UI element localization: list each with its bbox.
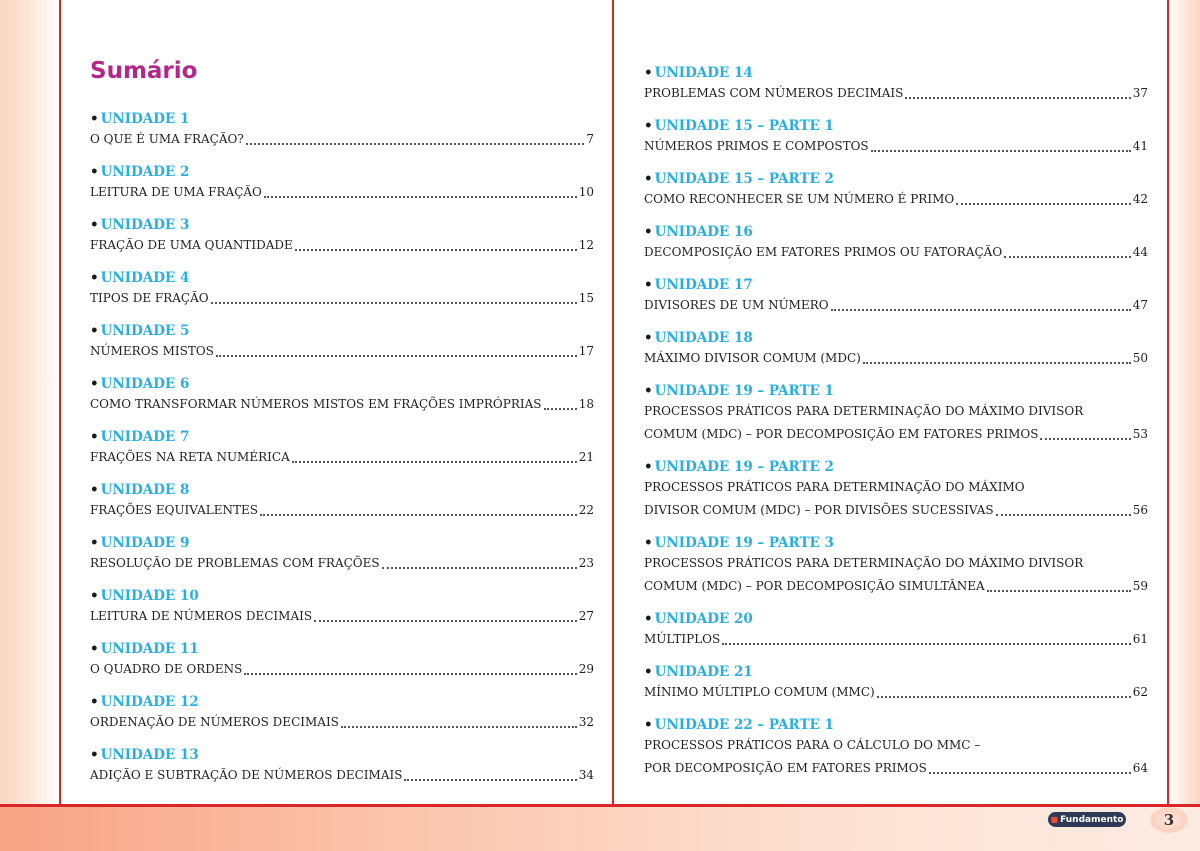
toc-page-number: 29 [578, 662, 594, 676]
toc-entry-title: MÚLTIPLOS [644, 632, 721, 646]
toc-entry-line [90, 499, 594, 522]
toc-entry-title: LEITURA DE UMA FRAÇÃO [90, 185, 262, 199]
toc-page-number: 44 [1132, 245, 1148, 259]
toc-entry [644, 276, 1148, 317]
toc-entry-line [644, 135, 1148, 158]
toc-page-number: 56 [1132, 503, 1148, 517]
bullet-icon: • [644, 118, 653, 134]
dot-leader [216, 340, 577, 357]
bullet-icon: • [644, 611, 653, 627]
toc-entry-line [644, 188, 1148, 211]
publisher-badge [1048, 812, 1126, 827]
toc-entry-title: DIVISOR COMUM (MDC) – POR DIVISÕES SUCESSIVAS [644, 503, 994, 517]
toc-unit-label: UNIDADE 7 [100, 429, 190, 445]
toc-unit-label: UNIDADE 20 [654, 611, 753, 627]
toc-page-number: 7 [586, 132, 594, 146]
toc-entry [644, 716, 1148, 780]
toc-unit-heading [644, 64, 1148, 82]
bullet-icon: • [90, 588, 99, 604]
bullet-icon: • [90, 429, 99, 445]
toc-entry [644, 170, 1148, 211]
toc-unit-label: UNIDADE 3 [100, 217, 190, 233]
toc-unit-label: UNIDADE 10 [100, 588, 199, 604]
toc-entry-title: DECOMPOSIÇÃO EM FATORES PRIMOS OU FATORAÇÃO [644, 245, 1003, 259]
dot-leader [831, 294, 1131, 311]
bullet-icon: • [644, 171, 653, 187]
toc-entry [90, 640, 594, 681]
toc-unit-heading [90, 110, 594, 128]
toc-entry-title: TIPOS DE FRAÇÃO [90, 291, 209, 305]
toc-page-number: 23 [578, 556, 594, 570]
dot-leader [1004, 241, 1131, 258]
toc-unit-heading [644, 382, 1148, 400]
toc-unit-label: UNIDADE 19 – PARTE 2 [654, 459, 834, 475]
toc-entry-title: FRAÇÃO DE UMA QUANTIDADE [90, 238, 293, 252]
bullet-icon: • [644, 330, 653, 346]
dot-leader [382, 552, 577, 569]
toc-page-number: 62 [1132, 685, 1148, 699]
toc-entry [90, 746, 594, 787]
badge-dot-icon: ■ [1050, 815, 1059, 824]
toc-entry [90, 481, 594, 522]
toc-entry [644, 223, 1148, 264]
toc-page-number: 64 [1132, 761, 1148, 775]
toc-entry-title: NÚMEROS PRIMOS E COMPOSTOS [644, 139, 869, 153]
toc-page-number: 42 [1132, 192, 1148, 206]
toc-unit-label: UNIDADE 9 [100, 535, 190, 551]
toc-unit-label: UNIDADE 15 – PARTE 1 [654, 118, 834, 134]
toc-entry-line [644, 82, 1148, 105]
bullet-icon: • [644, 224, 653, 240]
toc-entry [90, 534, 594, 575]
toc-entry-title: COMO TRANSFORMAR NÚMEROS MISTOS EM FRAÇÕES IMPRÓPRIAS [90, 397, 542, 411]
dot-leader [905, 82, 1130, 99]
bullet-icon: • [90, 641, 99, 657]
toc-entry-title: DIVISORES DE UM NÚMERO [644, 298, 829, 312]
toc-unit-heading [644, 458, 1148, 476]
toc-entry [644, 117, 1148, 158]
dot-leader [544, 393, 577, 410]
toc-entry-line [90, 128, 594, 151]
toc-page-number: 59 [1132, 579, 1148, 593]
toc-unit-heading [90, 375, 594, 393]
dot-leader [722, 628, 1130, 645]
toc-entry-line [90, 234, 594, 257]
toc-entry-title: PROCESSOS PRÁTICOS PARA DETERMINAÇÃO DO MÁXIMO DIVISOR [644, 404, 1084, 418]
toc-unit-heading [90, 640, 594, 658]
toc-unit-heading [644, 170, 1148, 188]
toc-entry [90, 428, 594, 469]
toc-entry-line [644, 476, 1148, 499]
toc-unit-heading [90, 322, 594, 340]
toc-unit-heading [644, 663, 1148, 681]
toc-entry-title: PROBLEMAS COM NÚMEROS DECIMAIS [644, 86, 904, 100]
toc-entry-title: RESOLUÇÃO DE PROBLEMAS COM FRAÇÕES [90, 556, 380, 570]
bullet-icon: • [90, 111, 99, 127]
toc-entry-title: PROCESSOS PRÁTICOS PARA DETERMINAÇÃO DO MÁXIMO [644, 480, 1025, 494]
toc-entry-title: COMO RECONHECER SE UM NÚMERO É PRIMO [644, 192, 955, 206]
right-border-line [1167, 0, 1169, 806]
dot-leader [877, 681, 1131, 698]
toc-entry-line [90, 711, 594, 734]
toc-entry-title: NÚMEROS MISTOS [90, 344, 214, 358]
toc-entry [90, 163, 594, 204]
toc-unit-label: UNIDADE 21 [654, 664, 753, 680]
toc-unit-heading [644, 610, 1148, 628]
toc-unit-label: UNIDADE 5 [100, 323, 190, 339]
toc-entry-line [90, 552, 594, 575]
toc-unit-label: UNIDADE 4 [100, 270, 190, 286]
bullet-icon: • [90, 535, 99, 551]
toc-entry-line [90, 658, 594, 681]
toc-entry-line [644, 400, 1148, 423]
toc-unit-label: UNIDADE 12 [100, 694, 199, 710]
toc-entry [644, 329, 1148, 370]
toc-entry-title: ADIÇÃO E SUBTRAÇÃO DE NÚMEROS DECIMAIS [90, 768, 403, 782]
toc-unit-heading [644, 223, 1148, 241]
toc-entry [90, 322, 594, 363]
toc-page-number: 18 [578, 397, 594, 411]
toc-unit-heading [90, 534, 594, 552]
toc-page-number: 41 [1132, 139, 1148, 153]
toc-entry-line [90, 287, 594, 310]
publisher-name: Fundamento [1060, 814, 1124, 825]
bullet-icon: • [644, 65, 653, 81]
toc-page-number: 15 [578, 291, 594, 305]
toc-unit-label: UNIDADE 13 [100, 747, 199, 763]
toc-entry-title: FRAÇÕES EQUIVALENTES [90, 503, 259, 517]
toc-page-number: 10 [578, 185, 594, 199]
toc-page-number: 17 [578, 344, 594, 358]
dot-leader [871, 135, 1131, 152]
toc-unit-heading [90, 693, 594, 711]
dot-leader [929, 757, 1131, 774]
toc-page-number: 21 [578, 450, 594, 464]
toc-right-column [644, 64, 1148, 792]
toc-entry-line [90, 393, 594, 416]
toc-unit-label: UNIDADE 8 [100, 482, 190, 498]
bullet-icon: • [90, 376, 99, 392]
toc-unit-heading [90, 269, 594, 287]
toc-unit-heading [90, 587, 594, 605]
toc-entry [644, 382, 1148, 446]
toc-page-number: 12 [578, 238, 594, 252]
toc-entry-title: ORDENAÇÃO DE NÚMEROS DECIMAIS [90, 715, 339, 729]
toc-page-number: 61 [1132, 632, 1148, 646]
toc-entry-line [644, 628, 1148, 651]
toc-entry-title: MÍNIMO MÚLTIPLO COMUM (MMC) [644, 685, 875, 699]
toc-entry-title: MÁXIMO DIVISOR COMUM (MDC) [644, 351, 861, 365]
toc-unit-label: UNIDADE 1 [100, 111, 190, 127]
dot-leader [246, 128, 585, 145]
toc-unit-heading [90, 216, 594, 234]
toc-page-number: 37 [1132, 86, 1148, 100]
dot-leader [314, 605, 577, 622]
toc-entry-line [644, 347, 1148, 370]
page-title: Sumário [90, 58, 198, 84]
toc-unit-heading [90, 481, 594, 499]
toc-entry [90, 269, 594, 310]
toc-entry [90, 216, 594, 257]
dot-leader [996, 499, 1131, 516]
toc-entry-title: FRAÇÕES NA RETA NUMÉRICA [90, 450, 290, 464]
toc-page-number: 47 [1132, 298, 1148, 312]
toc-entry-title: COMUM (MDC) – POR DECOMPOSIÇÃO EM FATORES PRIMOS [644, 427, 1039, 441]
center-divider-line [612, 0, 614, 806]
bullet-icon: • [644, 535, 653, 551]
toc-entry-line [644, 681, 1148, 704]
bullet-icon: • [644, 459, 653, 475]
bullet-icon: • [644, 717, 653, 733]
left-margin-gradient [0, 0, 60, 806]
toc-entry-line [644, 499, 1148, 522]
toc-unit-label: UNIDADE 6 [100, 376, 190, 392]
toc-unit-label: UNIDADE 16 [654, 224, 753, 240]
toc-unit-heading [90, 163, 594, 181]
toc-unit-label: UNIDADE 22 – PARTE 1 [654, 717, 834, 733]
toc-unit-heading [644, 329, 1148, 347]
toc-page-number: 34 [578, 768, 594, 782]
right-margin-gradient [1170, 0, 1200, 806]
toc-unit-label: UNIDADE 11 [100, 641, 199, 657]
dot-leader [1040, 423, 1130, 440]
dot-leader [244, 658, 576, 675]
toc-unit-label: UNIDADE 18 [654, 330, 753, 346]
dot-leader [404, 764, 576, 781]
dot-leader [295, 234, 577, 251]
bullet-icon: • [90, 164, 99, 180]
toc-entry [90, 110, 594, 151]
footer-band [0, 806, 1200, 851]
toc-unit-label: UNIDADE 14 [654, 65, 753, 81]
toc-entry-line [644, 734, 1148, 757]
toc-unit-label: UNIDADE 15 – PARTE 2 [654, 171, 834, 187]
toc-entry-line [644, 757, 1148, 780]
toc-entry [644, 663, 1148, 704]
toc-entry-title: PROCESSOS PRÁTICOS PARA O CÁLCULO DO MMC – [644, 738, 981, 752]
toc-entry [90, 587, 594, 628]
toc-entry-line [644, 423, 1148, 446]
toc-entry-line [90, 340, 594, 363]
toc-entry-title: POR DECOMPOSIÇÃO EM FATORES PRIMOS [644, 761, 927, 775]
toc-unit-heading [90, 428, 594, 446]
bullet-icon: • [90, 747, 99, 763]
toc-unit-label: UNIDADE 19 – PARTE 1 [654, 383, 834, 399]
bullet-icon: • [90, 694, 99, 710]
bullet-icon: • [644, 664, 653, 680]
toc-unit-heading [644, 716, 1148, 734]
toc-unit-label: UNIDADE 19 – PARTE 3 [654, 535, 834, 551]
dot-leader [341, 711, 577, 728]
toc-page-number: 53 [1132, 427, 1148, 441]
dot-leader [956, 188, 1131, 205]
toc-page-number: 32 [578, 715, 594, 729]
bullet-icon: • [90, 270, 99, 286]
toc-unit-label: UNIDADE 2 [100, 164, 190, 180]
dot-leader [264, 181, 577, 198]
toc-entry [90, 693, 594, 734]
toc-entry-line [644, 241, 1148, 264]
toc-entry-line [90, 764, 594, 787]
toc-entry-line [90, 446, 594, 469]
dot-leader [260, 499, 577, 516]
toc-unit-heading [644, 534, 1148, 552]
toc-entry-title: O QUE É UMA FRAÇÃO? [90, 132, 244, 146]
toc-entry-title: COMUM (MDC) – POR DECOMPOSIÇÃO SIMULTÂNEA [644, 579, 985, 593]
dot-leader [211, 287, 577, 304]
toc-entry [644, 64, 1148, 105]
bullet-icon: • [644, 277, 653, 293]
bullet-icon: • [644, 383, 653, 399]
dot-leader [863, 347, 1131, 364]
toc-page-number: 22 [578, 503, 594, 517]
bullet-icon: • [90, 323, 99, 339]
toc-entry-line [90, 181, 594, 204]
toc-entry [644, 534, 1148, 598]
toc-entry-title: O QUADRO DE ORDENS [90, 662, 243, 676]
footer-line [0, 804, 1200, 807]
dot-leader [292, 446, 577, 463]
toc-entry [644, 610, 1148, 651]
toc-entry [644, 458, 1148, 522]
toc-unit-heading [644, 117, 1148, 135]
toc-unit-heading [644, 276, 1148, 294]
page-number: 3 [1150, 807, 1188, 833]
toc-entry-title: PROCESSOS PRÁTICOS PARA DETERMINAÇÃO DO MÁXIMO DIVISOR [644, 556, 1084, 570]
toc-unit-label: UNIDADE 17 [654, 277, 753, 293]
toc-entry-line [644, 552, 1148, 575]
toc-page-number: 50 [1132, 351, 1148, 365]
bullet-icon: • [90, 217, 99, 233]
toc-unit-heading [90, 746, 594, 764]
toc-left-column [90, 110, 594, 799]
toc-entry-line [644, 294, 1148, 317]
toc-entry [90, 375, 594, 416]
left-border-line [59, 0, 61, 806]
bullet-icon: • [90, 482, 99, 498]
toc-entry-line [90, 605, 594, 628]
toc-page-number: 27 [578, 609, 594, 623]
toc-entry-line [644, 575, 1148, 598]
toc-entry-title: LEITURA DE NÚMEROS DECIMAIS [90, 609, 313, 623]
dot-leader [987, 575, 1131, 592]
